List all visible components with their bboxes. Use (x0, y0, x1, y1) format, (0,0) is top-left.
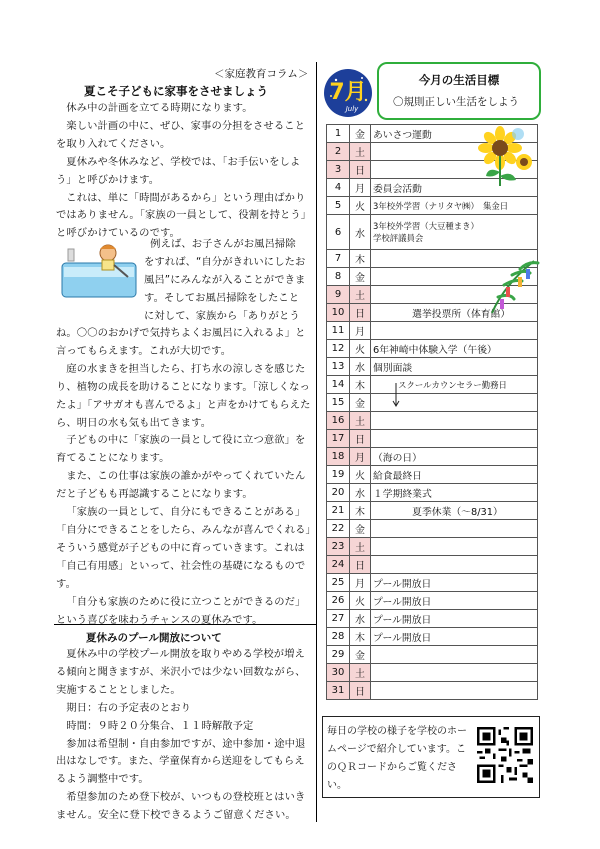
calendar-weekday: 金 (350, 394, 371, 412)
calendar-date: 21 (327, 502, 350, 520)
column-label: ＜家庭教育コラム＞ (214, 68, 309, 80)
calendar-date: 18 (327, 448, 350, 466)
calendar-event-text: プール開放日 (373, 632, 432, 644)
calendar-event-text: 委員会活動 (373, 183, 422, 195)
calendar-event (371, 592, 538, 610)
calendar-weekday: 日 (350, 556, 371, 574)
calendar-row (327, 610, 538, 628)
calendar-date: 27 (327, 610, 350, 628)
calendar-event (371, 574, 538, 592)
paragraph: これは、単に「時間があるから」という理由ばかりではありません。「家族の一員として、役割を持とう」と呼びかけているのです。 (56, 191, 312, 240)
monthly-goal-box (377, 62, 541, 120)
calendar-date: 8 (327, 268, 350, 286)
paragraph: 夏休み中の学校プール開放を取りやめる学校が増える傾向と聞きますが、米沢小では少ない回数ながら、実施することとしました。 (56, 648, 306, 696)
calendar-date: 29 (327, 646, 350, 664)
calendar-event (371, 448, 538, 466)
calendar-weekday: 土 (350, 412, 371, 430)
column-body-top (56, 100, 314, 243)
calendar-weekday: 金 (350, 520, 371, 538)
paragraph: 風呂”にみんなが入ることができま (144, 273, 306, 286)
calendar-weekday: 月 (350, 574, 371, 592)
paragraph: 子どもの中に「家族の一員として役に立つ意欲」を育てることになります。 (56, 434, 306, 465)
pool-title: 夏休みのプール開放について (86, 632, 222, 644)
paragraph: 時間：９時２０分集合、１１時解散予定 (66, 719, 254, 732)
calendar-event (371, 197, 538, 215)
pool-body (56, 646, 314, 825)
calendar-date: 10 (327, 304, 350, 322)
calendar-date: 25 (327, 574, 350, 592)
paragraph: 夏休みや冬休みなど、学校では、「お手伝いをしよう」と呼びかけます。 (56, 155, 301, 186)
calendar-weekday: 月 (350, 322, 371, 340)
calendar-weekday: 土 (350, 664, 371, 682)
calendar-event (371, 340, 538, 358)
qr-code-icon[interactable] (477, 727, 533, 783)
calendar-event-text: 給食最終日 (373, 470, 422, 482)
calendar-weekday: 日 (350, 161, 371, 179)
calendar-weekday: 土 (350, 286, 371, 304)
down-arrow-icon (392, 383, 400, 407)
calendar-event-text: プール開放日 (373, 596, 432, 608)
calendar-event-text: 選挙投票所（体育館） (373, 308, 511, 320)
calendar-weekday: 木 (350, 250, 371, 268)
calendar-date: 13 (327, 358, 350, 376)
calendar-event (371, 484, 538, 502)
calendar-event (371, 538, 538, 556)
calendar-weekday: 金 (350, 125, 371, 143)
calendar-weekday: 土 (350, 143, 371, 161)
paragraph: 休み中の計画を立てる時期になります。 (66, 102, 253, 114)
badge-sub: July (345, 105, 359, 113)
calendar-event (371, 610, 538, 628)
paragraph: 希望参加のため登下校が、いつもの登校班とはいきません。安全に登下校できるようご留意ください。 (56, 791, 306, 822)
calendar-weekday: 日 (350, 682, 371, 700)
qr-info-box (322, 716, 540, 798)
calendar-date: 5 (327, 197, 350, 215)
paragraph: す。そしてお風呂掃除をしたこと (144, 291, 300, 304)
calendar-weekday: 火 (350, 197, 371, 215)
calendar-weekday: 月 (350, 179, 371, 197)
badge-month: 7月 (329, 80, 367, 105)
paragraph: に対して、家族から「ありがとう (144, 309, 300, 322)
calendar-event (371, 215, 538, 250)
calendar-date: 16 (327, 412, 350, 430)
calendar-date: 19 (327, 466, 350, 484)
calendar-event-text: 6年神崎中体験入学（午後） (373, 344, 497, 356)
calendar-event (371, 430, 538, 448)
bath-text (144, 236, 316, 326)
calendar-event-text: 3年校外学習（ナリタヤ㈱） 集金日 (373, 200, 509, 211)
paragraph: 例えば、お子さんがお風呂掃除 (150, 238, 296, 250)
calendar-date: 12 (327, 340, 350, 358)
calendar-weekday: 木 (350, 628, 371, 646)
calendar-event-text: 3年校外学習（大豆種まき） (373, 221, 479, 231)
calendar-weekday: 月 (350, 448, 371, 466)
calendar-event (371, 322, 538, 340)
tanabata-bamboo-illustration (484, 255, 544, 315)
column-title: 夏こそ子どもに家事をさせましょう (84, 84, 268, 98)
calendar-date: 26 (327, 592, 350, 610)
bath-cleaning-illustration (60, 243, 140, 299)
calendar-row (327, 646, 538, 664)
calendar-event-text: 学校評議員会 (373, 233, 424, 243)
calendar-event (371, 466, 538, 484)
paragraph: 楽しい計画の中に、ぜひ、家事の分担をさせることを取り入れてください。 (56, 119, 306, 150)
calendar-date: 22 (327, 520, 350, 538)
paragraph: また、この仕事は家族の誰かがやってくれていたんだと子どもも再認識することになります。 (56, 470, 306, 501)
calendar-weekday: 金 (350, 268, 371, 286)
july-calendar (326, 124, 538, 700)
calendar-date: 1 (327, 125, 350, 143)
calendar-event (371, 682, 538, 700)
calendar-event (371, 664, 538, 682)
calendar-row (327, 412, 538, 430)
calendar-event (371, 646, 538, 664)
calendar-event (371, 412, 538, 430)
calendar-weekday: 水 (350, 215, 371, 250)
calendar-weekday: 金 (350, 646, 371, 664)
calendar-weekday: 木 (350, 502, 371, 520)
calendar-event (371, 628, 538, 646)
calendar-event-text: プール開放日 (373, 614, 432, 626)
goal-text: 〇規則正しい生活をしよう (393, 96, 519, 108)
calendar-row (327, 556, 538, 574)
calendar-row (327, 322, 538, 340)
calendar-row (327, 340, 538, 358)
calendar-date: 7 (327, 250, 350, 268)
goal-title: 今月の生活目標 (418, 73, 500, 87)
paragraph: 参加は希望制・自由参加ですが、途中参加・途中退出はなしです。また、学童保育から送迎をしてもらえるよう調整中です。 (56, 737, 306, 786)
calendar-date: 15 (327, 394, 350, 412)
calendar-weekday: 火 (350, 466, 371, 484)
calendar-event (371, 556, 538, 574)
qr-text: 毎日の学校の様子を学校のホームページで紹介しています。このＱＲコードからご覧ください。 (327, 726, 467, 791)
calendar-row (327, 502, 538, 520)
calendar-row (327, 466, 538, 484)
calendar-row (327, 394, 538, 412)
calendar-event-text: あいさつ運動 (373, 129, 432, 141)
paragraph: 「自分も家族のために役に立つことができるのだ」という喜びを味わうチャンスの夏休みです。 (56, 595, 306, 626)
paragraph: 庭の水まきを担当したら、打ち水の涼しさを感じたり、植物の成長を助けることになります。「涼しくなったよ」「アサガオも喜んでるよ」と声をかけてもらえたら、明日の水も気も出てきます。 (56, 362, 311, 429)
calendar-row (327, 215, 538, 250)
paragraph: をすれば、“自分がきれいにしたお (144, 255, 306, 268)
calendar-event (371, 358, 538, 376)
calendar-date: 20 (327, 484, 350, 502)
calendar-date: 3 (327, 161, 350, 179)
sunflower-illustration (478, 126, 536, 186)
paragraph: 期日：右の予定表のとおり (66, 701, 192, 714)
calendar-date: 9 (327, 286, 350, 304)
paragraph: 「家族の一員として、自分にもできることがある」「自分にできることをしたら、みんなが喜んでくれる」そういう感覚が子どもの中に育っていきます。これは「自己有用感」といって、社会性の基礎になるものです。 (56, 506, 311, 590)
calendar-date: 6 (327, 215, 350, 250)
calendar-row (327, 592, 538, 610)
calendar-row (327, 197, 538, 215)
calendar-event-text: プール開放日 (373, 578, 432, 590)
calendar-row (327, 358, 538, 376)
calendar-row (327, 664, 538, 682)
calendar-event (371, 520, 538, 538)
calendar-event-text: １学期終業式 (373, 488, 432, 500)
calendar-date: 30 (327, 664, 350, 682)
calendar-weekday: 日 (350, 304, 371, 322)
calendar-row (327, 376, 538, 394)
calendar-row (327, 538, 538, 556)
calendar-row (327, 430, 538, 448)
calendar-date: 23 (327, 538, 350, 556)
calendar-row (327, 574, 538, 592)
calendar-row (327, 682, 538, 700)
calendar-row (327, 520, 538, 538)
calendar-date: 28 (327, 628, 350, 646)
calendar-row (327, 448, 538, 466)
calendar-weekday: 木 (350, 376, 371, 394)
calendar-weekday: 日 (350, 430, 371, 448)
column-divider (316, 62, 317, 822)
paragraph: ね。〇〇のおかげで気持ちよくお風呂に入れるよ」と言ってもらえます。これが大切です。 (56, 327, 306, 357)
calendar-event-text: 個別面談 (373, 362, 413, 374)
calendar-row (327, 484, 538, 502)
calendar-weekday: 水 (350, 358, 371, 376)
calendar-date: 2 (327, 143, 350, 161)
calendar-date: 4 (327, 179, 350, 197)
calendar-date: 14 (327, 376, 350, 394)
calendar-event (371, 502, 538, 520)
column-body-bottom (56, 325, 314, 629)
calendar-weekday: 火 (350, 592, 371, 610)
calendar-row (327, 628, 538, 646)
calendar-weekday: 火 (350, 340, 371, 358)
calendar-event-text: （海の日） (373, 452, 422, 464)
calendar-date: 24 (327, 556, 350, 574)
calendar-date: 11 (327, 322, 350, 340)
calendar-weekday: 水 (350, 610, 371, 628)
july-badge (322, 66, 374, 118)
calendar-event-text: 夏季休業（～8/31） (373, 506, 503, 518)
calendar-date: 31 (327, 682, 350, 700)
calendar-date: 17 (327, 430, 350, 448)
calendar-weekday: 水 (350, 484, 371, 502)
calendar-event-text: スクールカウンセラー勤務日 (373, 379, 507, 390)
pool-section-divider (54, 624, 316, 625)
calendar-weekday: 土 (350, 538, 371, 556)
